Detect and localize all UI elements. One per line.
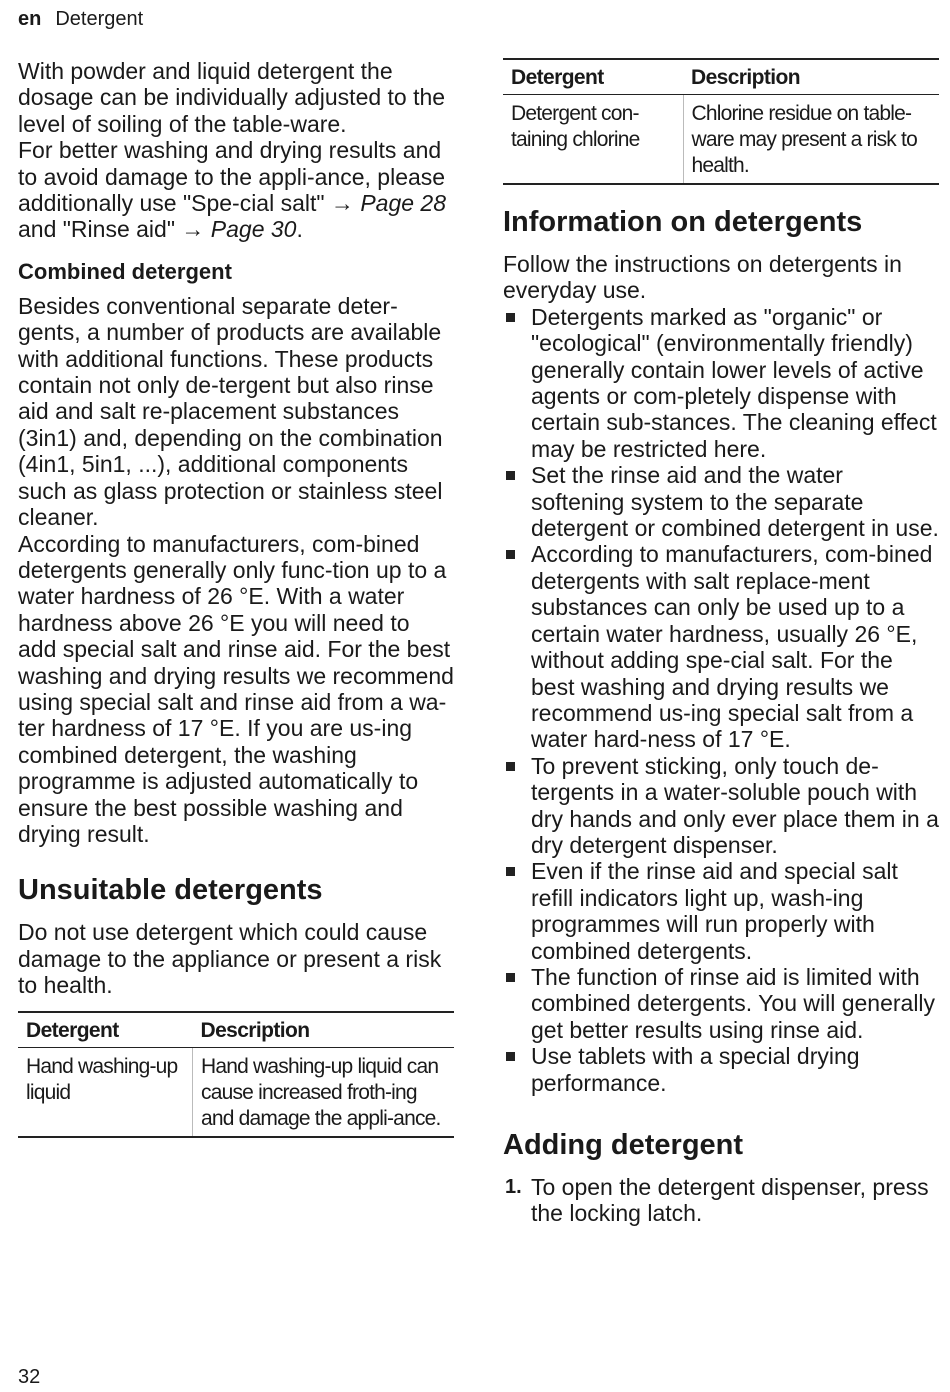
table-header-detergent: Detergent <box>18 1012 193 1048</box>
information-on-detergents-heading: Information on detergents <box>503 206 863 238</box>
table-header-description: Description <box>193 1012 455 1048</box>
table-row <box>18 1047 454 1137</box>
table-cell-description: Hand washing-up liquid can cause increased froth-ing and damage the appli-ance. <box>193 1047 455 1137</box>
square-bullet-icon <box>506 973 515 982</box>
intro-paragraph-1: With powder and liquid detergent the dosage can be individually adjusted to the level of soiling of the table-ware. <box>18 58 446 137</box>
intro-text: and "Rinse aid" → <box>18 216 211 243</box>
combined-paragraph-1: Besides conventional separate deter-gents, a number of products are available with additional functions. These products contain not only de-tergent but also rinse aid and salt re-placement substances (3in1) and, depending on the combination (4in1, 5in1, ...), additional components such as glass protection or stainless steel cleaner. <box>18 292 443 531</box>
list-item <box>503 964 939 1043</box>
list-item <box>503 858 939 964</box>
list-item-text: According to manufacturers, com-bined detergents with salt replace-ment substances can only be used up to a certain water hardness, usually 26 °E, without adding spe-cial salt. For the best washing and drying results we recommend us-ing special salt from a water hard-ness of 17 °E. <box>531 541 933 753</box>
list-item-text: Set the rinse aid and the water softening system to the separate detergent or combined detergent in use. <box>531 462 939 542</box>
table-header-detergent: Detergent <box>503 59 683 95</box>
square-bullet-icon <box>506 471 515 480</box>
unsuitable-detergents-table-continued <box>503 58 939 185</box>
combined-paragraph-2: According to manufacturers, com-bined detergents generally only func-tion up to a water hardness of 26 °E. With a water hardness above 26 °E you will need to add special salt and rinse aid. For the best washing and drying results we recommend using special salt and rinse aid from a wa-ter hardness of 17 °E. If you are us-ing combined detergent, the washing programme is adjusted automatically to ensure the best possible washing and drying result. <box>18 530 454 847</box>
step-number: 1. <box>505 1176 522 1198</box>
page-number: 32 <box>18 1366 41 1388</box>
list-item-text: Detergents marked as "organic" or "ecological" (environmentally friendly) generally contain lower levels of active agents or com-pletely dispense with certain sub-stances. The cleaning effect may be restricted here. <box>531 303 937 462</box>
adding-detergent-steps <box>503 1174 939 1227</box>
list-item-text: To prevent sticking, only touch de-tergents in a water-soluble pouch with dry hands and only ever place them in a dry detergent dispenser. <box>531 752 939 858</box>
step-item <box>503 1174 939 1227</box>
information-bullet-list <box>503 304 939 1096</box>
table-row <box>503 95 939 185</box>
page-header <box>18 8 143 31</box>
intro-text: For better washing and drying results and to avoid damage to the appli-ance, please additionally use "Spe-cial salt" → <box>18 137 446 217</box>
list-item-text: Even if the rinse aid and special salt refill indicators light up, wash-ing programmes will run properly with combined detergents. <box>531 858 898 964</box>
intro-paragraph-2 <box>18 137 454 243</box>
list-item <box>503 304 939 462</box>
table-cell-detergent: Hand washing-up liquid <box>18 1047 193 1137</box>
right-column <box>503 58 939 1227</box>
list-item <box>503 1043 939 1096</box>
list-item-text: Use tablets with a special drying performance. <box>531 1043 860 1096</box>
header-title: Detergent <box>55 8 144 30</box>
square-bullet-icon <box>506 867 515 876</box>
page-ref-special-salt[interactable]: Page 28 <box>360 190 447 217</box>
list-item <box>503 541 939 752</box>
unsuitable-detergents-heading: Unsuitable detergents <box>18 874 323 907</box>
unsuitable-paragraph: Do not use detergent which could cause damage to the appliance or present a risk to health. <box>18 919 442 999</box>
square-bullet-icon <box>506 762 515 771</box>
information-intro: Follow the instructions on detergents in everyday use. <box>503 251 902 304</box>
table-header-row <box>18 1012 454 1048</box>
table-header-row <box>503 59 939 95</box>
adding-detergent-heading: Adding detergent <box>503 1129 744 1161</box>
left-column <box>18 58 454 1138</box>
intro-text: . <box>296 216 303 243</box>
list-item <box>503 753 939 859</box>
unsuitable-detergents-table <box>18 1011 454 1138</box>
page-ref-rinse-aid[interactable]: Page 30 <box>210 216 297 243</box>
square-bullet-icon <box>506 313 515 322</box>
language-code: en <box>18 8 42 30</box>
table-header-description: Description <box>683 59 939 95</box>
square-bullet-icon <box>506 550 515 559</box>
table-cell-detergent: Detergent con-taining chlorine <box>503 95 683 185</box>
square-bullet-icon <box>506 1052 515 1061</box>
combined-detergent-heading: Combined detergent <box>18 258 232 284</box>
table-cell-description: Chlorine residue on table-ware may present a risk to health. <box>683 95 939 185</box>
list-item <box>503 462 939 541</box>
step-text: To open the detergent dispenser, press the locking latch. <box>531 1174 929 1227</box>
list-item-text: The function of rinse aid is limited with combined detergents. You will generally get better results using rinse aid. <box>531 963 936 1043</box>
